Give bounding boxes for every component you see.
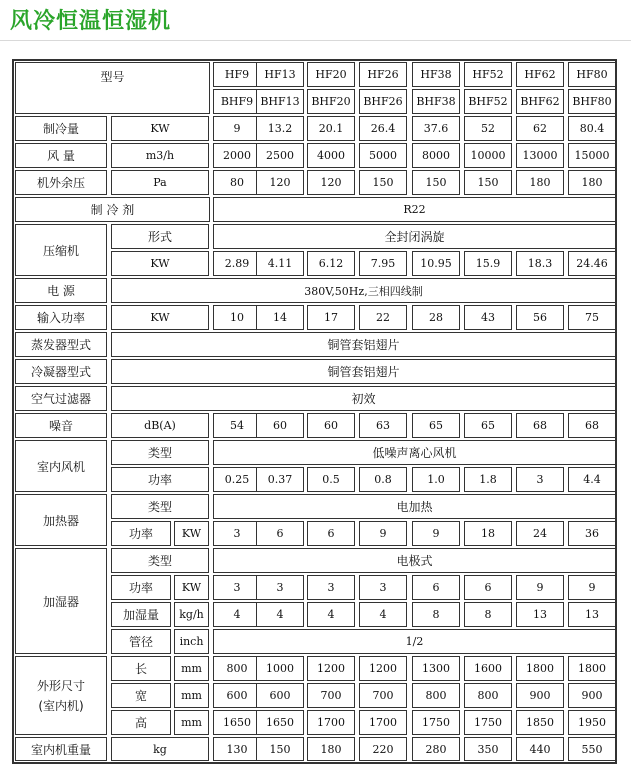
refrigerant-value: R22 bbox=[213, 197, 616, 222]
height-value-4: 1700 bbox=[359, 710, 407, 735]
humidifier-amount-value-8: 13 bbox=[568, 602, 616, 627]
condenser-label: 冷凝器型式 bbox=[15, 359, 107, 384]
humidifier-pipe-unit: inch bbox=[174, 629, 209, 654]
weight-value-3: 180 bbox=[307, 737, 355, 761]
title-divider bbox=[0, 40, 631, 41]
indoor-fan-type-value: 低噪声离心风机 bbox=[213, 440, 616, 465]
length-value-2: 1000 bbox=[256, 656, 304, 681]
model-bhf-3: BHF20 bbox=[307, 89, 355, 114]
height-label: 高 bbox=[111, 710, 171, 735]
humidifier-amount-value-4: 4 bbox=[359, 602, 407, 627]
input-power-value-6: 43 bbox=[464, 305, 512, 330]
noise-value-1: 54 bbox=[213, 413, 261, 438]
input-power-unit: KW bbox=[111, 305, 209, 330]
dimensions-label bbox=[15, 656, 107, 735]
model-bhf-1: BHF9 bbox=[213, 89, 261, 114]
indoor-fan-label: 室内风机 bbox=[15, 440, 107, 492]
humidifier-power-value-1: 3 bbox=[213, 575, 261, 600]
humidifier-power-value-2: 3 bbox=[256, 575, 304, 600]
humidifier-amount-value-3: 4 bbox=[307, 602, 355, 627]
compressor-value-1: 2.89 bbox=[213, 251, 261, 276]
pressure-value-7: 180 bbox=[516, 170, 564, 195]
model-hf-6: HF52 bbox=[464, 62, 512, 87]
indoor-fan-power-label: 功率 bbox=[111, 467, 209, 492]
input-power-value-8: 75 bbox=[568, 305, 616, 330]
airflow-value-1: 2000 bbox=[213, 143, 261, 168]
cooling-value-1: 9 bbox=[213, 116, 261, 141]
weight-value-4: 220 bbox=[359, 737, 407, 761]
indoor-fan-type-label: 类型 bbox=[111, 440, 209, 465]
pressure-unit: Pa bbox=[111, 170, 209, 195]
cooling-value-3: 20.1 bbox=[307, 116, 355, 141]
compressor-value-3: 6.12 bbox=[307, 251, 355, 276]
dimensions-label-line2: (室内机) bbox=[38, 698, 84, 713]
humidifier-power-value-4: 3 bbox=[359, 575, 407, 600]
weight-label: 室内机重量 bbox=[15, 737, 107, 761]
indoor-fan-power-value-8: 4.4 bbox=[568, 467, 616, 492]
humidifier-amount-label: 加湿量 bbox=[111, 602, 171, 627]
pressure-value-6: 150 bbox=[464, 170, 512, 195]
airflow-value-7: 13000 bbox=[516, 143, 564, 168]
weight-unit: kg bbox=[111, 737, 209, 761]
pressure-label: 机外余压 bbox=[15, 170, 107, 195]
model-hf-7: HF62 bbox=[516, 62, 564, 87]
noise-value-6: 65 bbox=[464, 413, 512, 438]
width-value-1: 600 bbox=[213, 683, 261, 708]
humidifier-power-value-7: 9 bbox=[516, 575, 564, 600]
model-header-label: 型号 bbox=[15, 62, 210, 114]
length-value-5: 1300 bbox=[412, 656, 460, 681]
indoor-fan-power-value-4: 0.8 bbox=[359, 467, 407, 492]
indoor-fan-power-value-7: 3 bbox=[516, 467, 564, 492]
humidifier-power-label: 功率 bbox=[111, 575, 171, 600]
airflow-value-6: 10000 bbox=[464, 143, 512, 168]
width-value-8: 900 bbox=[568, 683, 616, 708]
pressure-value-4: 150 bbox=[359, 170, 407, 195]
heater-power-value-3: 6 bbox=[307, 521, 355, 546]
model-hf-4: HF26 bbox=[359, 62, 407, 87]
length-value-4: 1200 bbox=[359, 656, 407, 681]
humidifier-power-value-6: 6 bbox=[464, 575, 512, 600]
length-unit: mm bbox=[174, 656, 209, 681]
noise-label: 噪音 bbox=[15, 413, 107, 438]
cooling-value-7: 62 bbox=[516, 116, 564, 141]
weight-value-8: 550 bbox=[568, 737, 616, 761]
humidifier-amount-value-5: 8 bbox=[412, 602, 460, 627]
humidifier-amount-value-7: 13 bbox=[516, 602, 564, 627]
heater-power-value-5: 9 bbox=[412, 521, 460, 546]
noise-value-2: 60 bbox=[256, 413, 304, 438]
refrigerant-label: 制 冷 剂 bbox=[15, 197, 210, 222]
cooling-value-6: 52 bbox=[464, 116, 512, 141]
width-value-5: 800 bbox=[412, 683, 460, 708]
cooling-value-5: 37.6 bbox=[412, 116, 460, 141]
humidifier-amount-unit: kg/h bbox=[174, 602, 209, 627]
height-value-8: 1950 bbox=[568, 710, 616, 735]
weight-value-7: 440 bbox=[516, 737, 564, 761]
noise-value-4: 63 bbox=[359, 413, 407, 438]
model-bhf-6: BHF52 bbox=[464, 89, 512, 114]
width-label: 宽 bbox=[111, 683, 171, 708]
noise-value-8: 68 bbox=[568, 413, 616, 438]
length-value-1: 800 bbox=[213, 656, 261, 681]
cooling-label: 制冷量 bbox=[15, 116, 107, 141]
heater-type-label: 类型 bbox=[111, 494, 209, 519]
width-value-2: 600 bbox=[256, 683, 304, 708]
input-power-value-1: 10 bbox=[213, 305, 261, 330]
heater-power-value-7: 24 bbox=[516, 521, 564, 546]
width-unit: mm bbox=[174, 683, 209, 708]
height-value-5: 1750 bbox=[412, 710, 460, 735]
model-bhf-5: BHF38 bbox=[412, 89, 460, 114]
compressor-value-4: 7.95 bbox=[359, 251, 407, 276]
compressor-type-value: 全封闭涡旋 bbox=[213, 224, 616, 249]
input-power-value-7: 56 bbox=[516, 305, 564, 330]
condenser-value: 铜管套铝翅片 bbox=[111, 359, 616, 384]
humidifier-amount-value-1: 4 bbox=[213, 602, 261, 627]
airflow-label: 风 量 bbox=[15, 143, 107, 168]
heater-label: 加热器 bbox=[15, 494, 107, 546]
cooling-unit: KW bbox=[111, 116, 209, 141]
weight-value-5: 280 bbox=[412, 737, 460, 761]
indoor-fan-power-value-5: 1.0 bbox=[412, 467, 460, 492]
humidifier-type-label: 类型 bbox=[111, 548, 209, 573]
noise-unit: dB(A) bbox=[111, 413, 209, 438]
humidifier-pipe-value: 1/2 bbox=[213, 629, 616, 654]
humidifier-amount-value-6: 8 bbox=[464, 602, 512, 627]
model-hf-1: HF9 bbox=[213, 62, 261, 87]
compressor-unit: KW bbox=[111, 251, 209, 276]
weight-value-1: 130 bbox=[213, 737, 261, 761]
model-bhf-2: BHF13 bbox=[256, 89, 304, 114]
pressure-value-2: 120 bbox=[256, 170, 304, 195]
weight-value-2: 150 bbox=[256, 737, 304, 761]
model-bhf-7: BHF62 bbox=[516, 89, 564, 114]
air-filter-label: 空气过滤器 bbox=[15, 386, 107, 411]
input-power-value-3: 17 bbox=[307, 305, 355, 330]
length-label: 长 bbox=[111, 656, 171, 681]
humidifier-power-value-3: 3 bbox=[307, 575, 355, 600]
cooling-value-8: 80.4 bbox=[568, 116, 616, 141]
model-hf-2: HF13 bbox=[256, 62, 304, 87]
indoor-fan-power-value-1: 0.25 bbox=[213, 467, 261, 492]
compressor-value-8: 24.46 bbox=[568, 251, 616, 276]
airflow-unit: m3/h bbox=[111, 143, 209, 168]
length-value-7: 1800 bbox=[516, 656, 564, 681]
input-power-value-5: 28 bbox=[412, 305, 460, 330]
heater-power-value-1: 3 bbox=[213, 521, 261, 546]
humidifier-power-unit: KW bbox=[174, 575, 209, 600]
model-bhf-8: BHF80 bbox=[568, 89, 616, 114]
pressure-value-5: 150 bbox=[412, 170, 460, 195]
heater-power-value-8: 36 bbox=[568, 521, 616, 546]
width-value-4: 700 bbox=[359, 683, 407, 708]
airflow-value-5: 8000 bbox=[412, 143, 460, 168]
model-bhf-4: BHF26 bbox=[359, 89, 407, 114]
humidifier-type-value: 电极式 bbox=[213, 548, 616, 573]
heater-power-value-2: 6 bbox=[256, 521, 304, 546]
height-value-3: 1700 bbox=[307, 710, 355, 735]
humidifier-power-value-5: 6 bbox=[412, 575, 460, 600]
heater-power-value-6: 18 bbox=[464, 521, 512, 546]
airflow-value-8: 15000 bbox=[568, 143, 616, 168]
pressure-value-8: 180 bbox=[568, 170, 616, 195]
compressor-value-6: 15.9 bbox=[464, 251, 512, 276]
input-power-value-4: 22 bbox=[359, 305, 407, 330]
humidifier-pipe-label: 管径 bbox=[111, 629, 171, 654]
height-unit: mm bbox=[174, 710, 209, 735]
width-value-3: 700 bbox=[307, 683, 355, 708]
airflow-value-2: 2500 bbox=[256, 143, 304, 168]
input-power-label: 输入功率 bbox=[15, 305, 107, 330]
width-value-7: 900 bbox=[516, 683, 564, 708]
humidifier-label: 加湿器 bbox=[15, 548, 107, 654]
humidifier-amount-value-2: 4 bbox=[256, 602, 304, 627]
air-filter-value: 初效 bbox=[111, 386, 616, 411]
power-supply-label: 电 源 bbox=[15, 278, 107, 303]
evaporator-label: 蒸发器型式 bbox=[15, 332, 107, 357]
evaporator-value: 铜管套铝翅片 bbox=[111, 332, 616, 357]
heater-power-value-4: 9 bbox=[359, 521, 407, 546]
compressor-value-2: 4.11 bbox=[256, 251, 304, 276]
cooling-value-2: 13.2 bbox=[256, 116, 304, 141]
length-value-6: 1600 bbox=[464, 656, 512, 681]
humidifier-power-value-8: 9 bbox=[568, 575, 616, 600]
height-value-1: 1650 bbox=[213, 710, 261, 735]
airflow-value-4: 5000 bbox=[359, 143, 407, 168]
height-value-6: 1750 bbox=[464, 710, 512, 735]
input-power-value-2: 14 bbox=[256, 305, 304, 330]
model-hf-5: HF38 bbox=[412, 62, 460, 87]
noise-value-5: 65 bbox=[412, 413, 460, 438]
model-hf-8: HF80 bbox=[568, 62, 616, 87]
compressor-value-5: 10.95 bbox=[412, 251, 460, 276]
pressure-value-1: 80 bbox=[213, 170, 261, 195]
noise-value-7: 68 bbox=[516, 413, 564, 438]
indoor-fan-power-value-2: 0.37 bbox=[256, 467, 304, 492]
pressure-value-3: 120 bbox=[307, 170, 355, 195]
dimensions-label-line1: 外形尺寸 bbox=[36, 678, 85, 693]
heater-power-label: 功率 bbox=[111, 521, 171, 546]
width-value-6: 800 bbox=[464, 683, 512, 708]
weight-value-6: 350 bbox=[464, 737, 512, 761]
height-value-2: 1650 bbox=[256, 710, 304, 735]
height-value-7: 1850 bbox=[516, 710, 564, 735]
compressor-label: 压缩机 bbox=[15, 224, 107, 276]
noise-value-3: 60 bbox=[307, 413, 355, 438]
compressor-value-7: 18.3 bbox=[516, 251, 564, 276]
compressor-type-label: 形式 bbox=[111, 224, 209, 249]
model-hf-3: HF20 bbox=[307, 62, 355, 87]
heater-unit: KW bbox=[174, 521, 209, 546]
indoor-fan-power-value-6: 1.8 bbox=[464, 467, 512, 492]
page-title: 风冷恒温恒湿机 bbox=[10, 9, 172, 34]
cooling-value-4: 26.4 bbox=[359, 116, 407, 141]
length-value-8: 1800 bbox=[568, 656, 616, 681]
airflow-value-3: 4000 bbox=[307, 143, 355, 168]
indoor-fan-power-value-3: 0.5 bbox=[307, 467, 355, 492]
heater-type-value: 电加热 bbox=[213, 494, 616, 519]
power-supply-value: 380V,50Hz,三相四线制 bbox=[111, 278, 616, 303]
length-value-3: 1200 bbox=[307, 656, 355, 681]
